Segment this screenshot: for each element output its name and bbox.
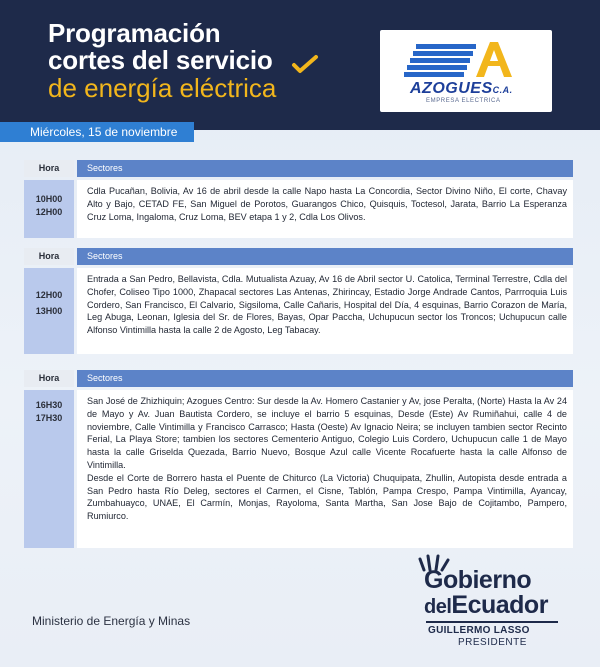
checkmark-icon [290, 53, 320, 75]
sectors-paragraph-2: Desde el Corte de Borrero hasta el Puente de Chiturco (La Victoria) Chuquipata, Zhullin, Autopista desde entrada a San Pedro hasta Río Deleg, sectores el Carmen, el Cisne, Tablón, Pampa Crespo, Pampa Vintimilla, Ayancay, Zumbahuayco, UNAE, El Carmín, Monjas, Rayoloma, Santa Martha, San Jose Bajo de Cojitambo, Pampero, Rumiurco. [87, 472, 567, 522]
title-line-1: Programación [48, 18, 221, 48]
title-line-3: de energía eléctrica [48, 73, 277, 103]
page-title [48, 20, 276, 102]
logo-subtitle: EMPRESA ELECTRICA [426, 98, 501, 104]
schedule-block-1 [24, 160, 573, 238]
sectores-header: Sectores [77, 160, 573, 177]
date-banner: Miércoles, 15 de noviembre [0, 122, 194, 142]
hora-header: Hora [24, 248, 74, 265]
end-time: 12H00 [35, 207, 63, 217]
ministry-label: Ministerio de Energía y Minas [32, 614, 191, 628]
sectors-paragraph-1: San José de Zhizhiquin; Azogues Centro: Sur desde la Av. Homero Castanier y Av, jose Peralta, (Norte) Hasta la Av 24 de Mayo y Av. Juan Bautista Cordero, se incluye el barrio 5 esquinas, Desde (Este) Av Rumiñahui, calle 4 de noviembre, Calle Vintimilla y Francisco Carrasco; Hasta (Oeste) Av Ignacio Neira; se incluyen tambien sector Recinto Ferial, La Playa Store; tambien los sectores Cementerio Antiguo, Colegio Luis Cordero, Uchupucun calle 1 de Mayo hasta la calle Griselda Quezada, Barrio Nuevo, Bosque Azul calle Vicente Rocafuerte hasta la calle Alfonso de Vintimilla. [87, 396, 567, 470]
sectors-text [77, 180, 573, 238]
sectors-text [77, 390, 573, 548]
sectors-text [77, 268, 573, 354]
start-time: 12H00 [35, 290, 63, 300]
schedule-block-2 [24, 248, 573, 354]
start-time: 16H30 [35, 400, 63, 410]
hora-header: Hora [24, 370, 74, 387]
president-name: GUILLERMO LASSO [428, 625, 530, 636]
time-cell [24, 180, 74, 238]
president-role: PRESIDENTE [458, 637, 527, 648]
sectors-paragraph: Cdla Pucañan, Bolivia, Av 16 de abril desde la calle Napo hasta La Concordia, Sector Divino Niño, El corte, Chavay Alto y Bajo, CETAD FE, San Miguel de Porotos, Guarangos Chico, Quisquis, Toctesol, Jarata, Barrio La Esperanza Cruz Loma, Ingaloma, Cruz Loma, BEV etapa 1 y 2, Cdla Los Olivos. [87, 186, 567, 222]
hora-header: Hora [24, 160, 74, 177]
sectores-header: Sectores [77, 248, 573, 265]
schedule-block-3 [24, 370, 573, 548]
start-time: 10H00 [35, 194, 63, 204]
time-cell [24, 390, 74, 548]
gov-divider [426, 621, 558, 623]
time-cell [24, 268, 74, 354]
gov-word-gobierno: Gobierno [424, 566, 532, 594]
gov-word-ecuador: delEcuador [424, 591, 548, 619]
block-header [24, 370, 573, 387]
logo-name: AZOGUESC.A. [410, 80, 513, 97]
azogues-logo-mark [380, 30, 552, 84]
end-time: 13H00 [35, 306, 63, 316]
end-time: 17H30 [35, 413, 63, 423]
government-logo [414, 550, 564, 650]
sectores-header: Sectores [77, 370, 573, 387]
block-header [24, 248, 573, 265]
block-header [24, 160, 573, 177]
sectors-paragraph: Entrada a San Pedro, Bellavista, Cdla. Mutualista Azuay, Av 16 de Abril sector U. Catolica, Terminal Terrestre, Cdla del Chofer, Coliseo Tipo 1000, Zhapacal sectores Las Antenas, Zhirincay, Estadio Jorge Andrade Cantos, Parrroquia Luis Cordero, San Francisco, El Calvario, Sigsiloma, Calle Cañaris, Hospital del Día, 4 esquinas, Barrio Corazon de María, Leg Abuga, Leonan, Iglesia del Sr. de Flores, Bayas, Opar Paccha, Uchupucun sector los Troncos; Uchupucun calle Alfonso Vintimilla hasta la calle 2 de Agosto, Leg Tabacay. [87, 274, 567, 336]
title-line-2: cortes del servicio [48, 45, 273, 75]
header-banner [0, 0, 600, 130]
azogues-logo [380, 30, 552, 112]
